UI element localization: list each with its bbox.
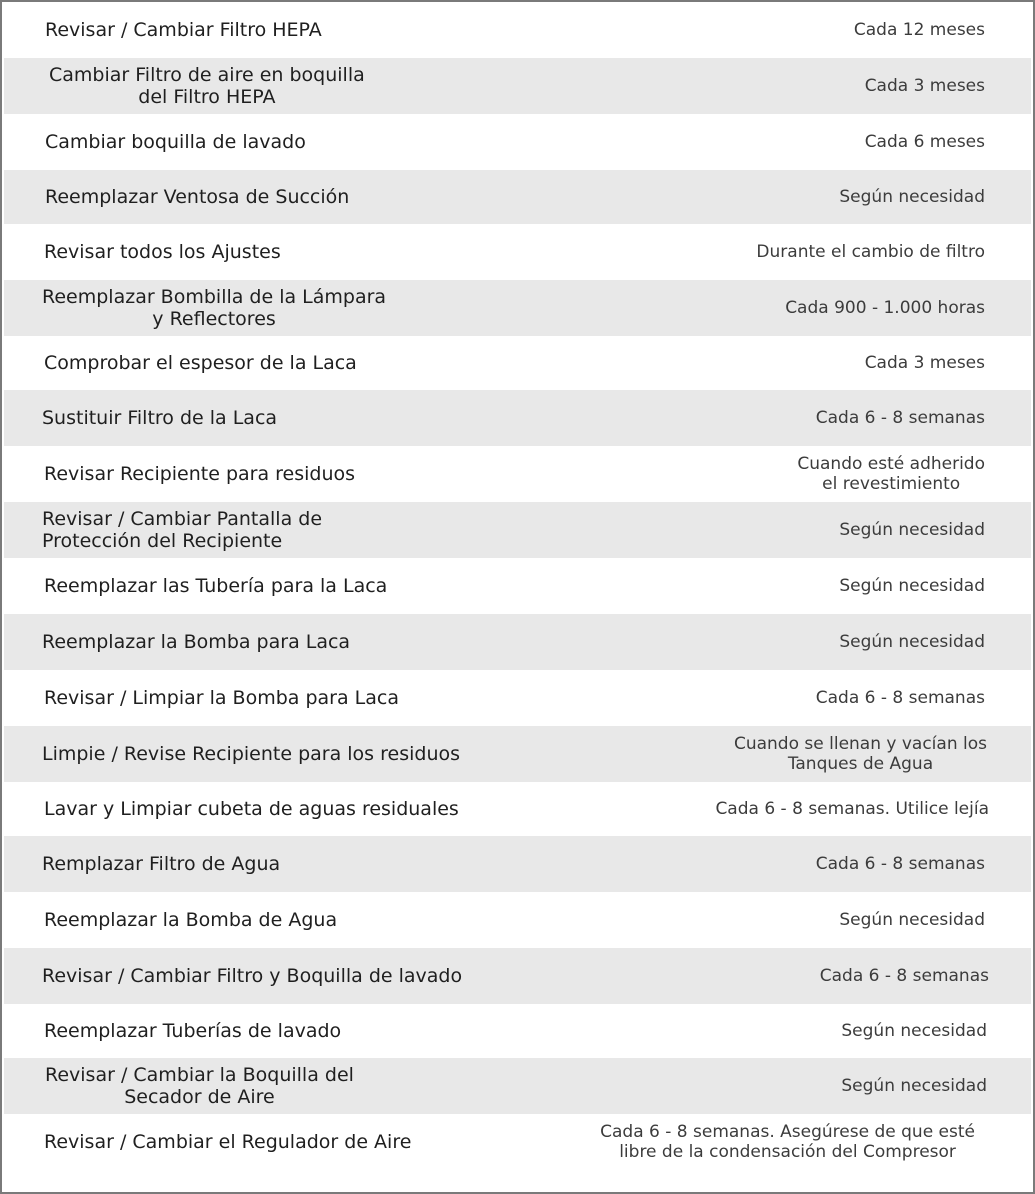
task-cell: Revisar / Cambiar Filtro HEPA	[45, 19, 322, 41]
table-row	[4, 614, 1031, 670]
table-row	[4, 170, 1031, 224]
frequency-cell: Cada 6 - 8 semanas. Utilice lejía	[715, 799, 989, 819]
task-cell: Lavar y Limpiar cubeta de aguas residuales	[44, 798, 459, 820]
task-cell: Cambiar Filtro de aire en boquilla del Filtro HEPA	[49, 64, 365, 108]
frequency-cell: Cuando se llenan y vacían los Tanques de Agua	[733, 734, 987, 774]
task-cell: Revisar / Cambiar la Boquilla del Secador de Aire	[45, 1064, 354, 1108]
task-cell: Revisar todos los Ajustes	[44, 241, 281, 263]
task-cell: Reemplazar las Tubería para la Laca	[44, 575, 388, 597]
frequency-cell: Según necesidad	[839, 632, 985, 652]
task-cell: Revisar / Cambiar Filtro y Boquilla de lavado	[42, 965, 463, 987]
table-row	[4, 558, 1031, 614]
task-cell: Revisar / Cambiar Pantalla de Protección del Recipiente	[42, 508, 323, 552]
frequency-cell: Cada 3 meses	[864, 353, 985, 373]
table-row	[4, 2, 1031, 58]
task-cell: Revisar / Limpiar la Bomba para Laca	[44, 687, 399, 709]
table-row	[4, 390, 1031, 446]
frequency-cell: Según necesidad	[839, 910, 985, 930]
table-row	[4, 1004, 1031, 1058]
task-cell: Reemplazar Bombilla de la Lámpara y Reflectores	[42, 286, 387, 330]
task-cell: Sustituir Filtro de la Laca	[42, 407, 278, 429]
frequency-cell: Cuando esté adherido el revestimiento	[797, 454, 985, 494]
table-row	[4, 502, 1031, 558]
frequency-cell: Cada 6 - 8 semanas. Asegúrese de que esté libre de la condensación del Compresor	[600, 1122, 975, 1162]
task-cell: Revisar / Cambiar el Regulador de Aire	[44, 1131, 412, 1153]
table-row	[4, 1114, 1031, 1170]
table-row	[4, 58, 1031, 114]
table-row	[4, 892, 1031, 948]
frequency-cell: Durante el cambio de filtro	[756, 242, 985, 262]
frequency-cell: Cada 6 - 8 semanas	[815, 688, 985, 708]
task-cell: Limpie / Revise Recipiente para los residuos	[42, 743, 461, 765]
table-row	[4, 224, 1031, 280]
task-cell: Revisar Recipiente para residuos	[44, 463, 356, 485]
table-row	[4, 1058, 1031, 1114]
table-row	[4, 114, 1031, 170]
table-row	[4, 836, 1031, 892]
table-row	[4, 280, 1031, 336]
table-row	[4, 726, 1031, 782]
frequency-cell: Según necesidad	[839, 520, 985, 540]
task-cell: Remplazar Filtro de Agua	[42, 853, 281, 875]
table-row	[4, 948, 1031, 1004]
table-row	[4, 782, 1031, 836]
task-cell: Reemplazar Ventosa de Succión	[45, 186, 350, 208]
table-row	[4, 336, 1031, 390]
frequency-cell: Cada 6 - 8 semanas	[815, 408, 985, 428]
frequency-cell: Cada 6 - 8 semanas	[819, 966, 989, 986]
frequency-cell: Cada 12 meses	[853, 20, 985, 40]
task-cell: Comprobar el espesor de la Laca	[44, 352, 357, 374]
frequency-cell: Según necesidad	[839, 187, 985, 207]
frequency-cell: Según necesidad	[841, 1021, 987, 1041]
table-row	[4, 446, 1031, 502]
frequency-cell: Según necesidad	[839, 576, 985, 596]
frequency-cell: Cada 6 - 8 semanas	[815, 854, 985, 874]
frequency-cell: Cada 3 meses	[864, 76, 985, 96]
task-cell: Reemplazar la Bomba de Agua	[44, 909, 338, 931]
frequency-cell: Según necesidad	[841, 1076, 987, 1096]
task-cell: Reemplazar la Bomba para Laca	[42, 631, 351, 653]
frequency-cell: Cada 900 - 1.000 horas	[785, 298, 985, 318]
frequency-cell: Cada 6 meses	[864, 132, 985, 152]
task-cell: Cambiar boquilla de lavado	[45, 131, 306, 153]
task-cell: Reemplazar Tuberías de lavado	[44, 1020, 342, 1042]
table-row	[4, 670, 1031, 726]
